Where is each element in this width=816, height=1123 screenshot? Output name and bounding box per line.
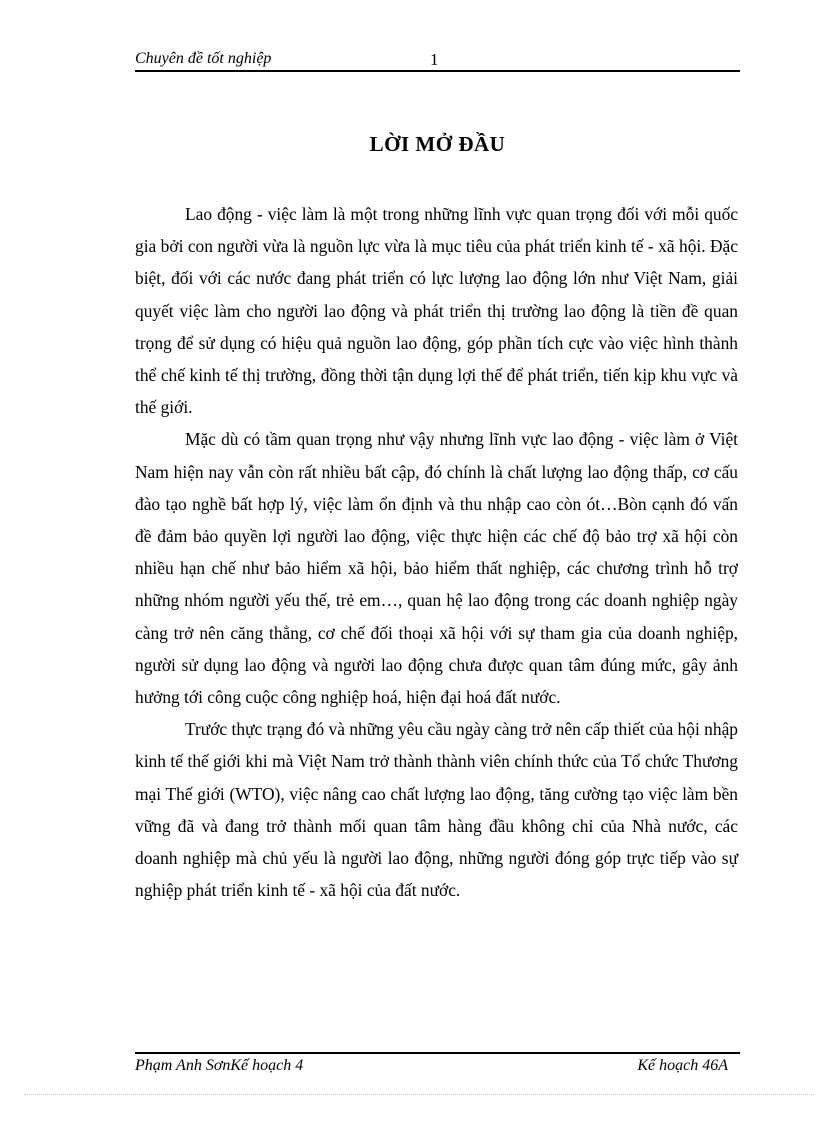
document-body	[135, 198, 738, 906]
paragraph: Mặc dù có tầm quan trọng như vậy nhưng lĩnh vực lao động - việc làm ở Việt Nam hiện nay vẫn còn rất nhiều bất cập, đó chính là chất lượng lao động thấp, cơ cấu đào tạo nghề bất hợp lý, việc làm ổn định và thu nhập cao còn ót…Bòn cạnh đó vấn đề đảm bảo quyền lợi người lao động, việc thực hiện các chế độ bảo trợ xã hội còn nhiều hạn chế như bảo hiểm xã hội, bảo hiểm thất nghiệp, các chương trình hỗ trợ những nhóm người yếu thế, trẻ em…, quan hệ lao động trong các doanh nghiệp ngày càng trở nên căng thẳng, cơ chế đối thoại xã hội với sự tham gia của doanh nghiệp, người sử dụng lao động và người lao động chưa được quan tâm đúng mức, gây ảnh hưởng tới công cuộc công nghiệp hoá, hiện đại hoá đất nước.	[135, 429, 738, 708]
paragraph: Lao động - việc làm là một trong những lĩnh vực quan trọng đối với mỗi quốc gia bởi con người vừa là nguồn lực vừa là mục tiêu của phát triển kinh tế - xã hội. Đặc biệt, đối với các nước đang phát triển có lực lượng lao động lớn như Việt Nam, giải quyết việc làm cho người lao động và phát triển thị trường lao động là tiền đề quan trọng để sử dụng có hiệu quả nguồn lao động, góp phần tích cực vào việc hình thành thể chế kinh tế thị trường, đồng thời tận dụng lợi thế để phát triển, tiến kịp khu vực và thế giới.	[135, 204, 738, 418]
page-footer	[135, 1052, 740, 1078]
page-boundary	[24, 1094, 814, 1095]
page-title: LỜI MỞ ĐẦU	[369, 132, 506, 156]
paragraph: Trước thực trạng đó và những yêu cầu ngày càng trở nên cấp thiết của hội nhập kinh tế thế giới khi mà Việt Nam trở thành thành viên chính thức của Tổ chức Thương mại Thế giới (WTO), việc nâng cao chất lượng lao động, tăng cường tạo việc làm bền vững đã và đang trở thành mối quan tâm hàng đầu không chỉ của Nhà nước, các doanh nghiệp mà chủ yếu là người lao động, những người đóng góp trực tiếp vào sự nghiệp phát triển kinh tế - xã hội của đất nước.	[135, 719, 738, 901]
page-number: 1	[430, 50, 439, 69]
page-header	[135, 48, 740, 72]
footer-class: Kế hoạch 46A	[637, 1057, 728, 1074]
header-document-type: Chuyên đề tốt nghiệp	[135, 50, 272, 67]
footer-author: Phạm Anh SơnKế hoạch 4	[135, 1057, 304, 1074]
